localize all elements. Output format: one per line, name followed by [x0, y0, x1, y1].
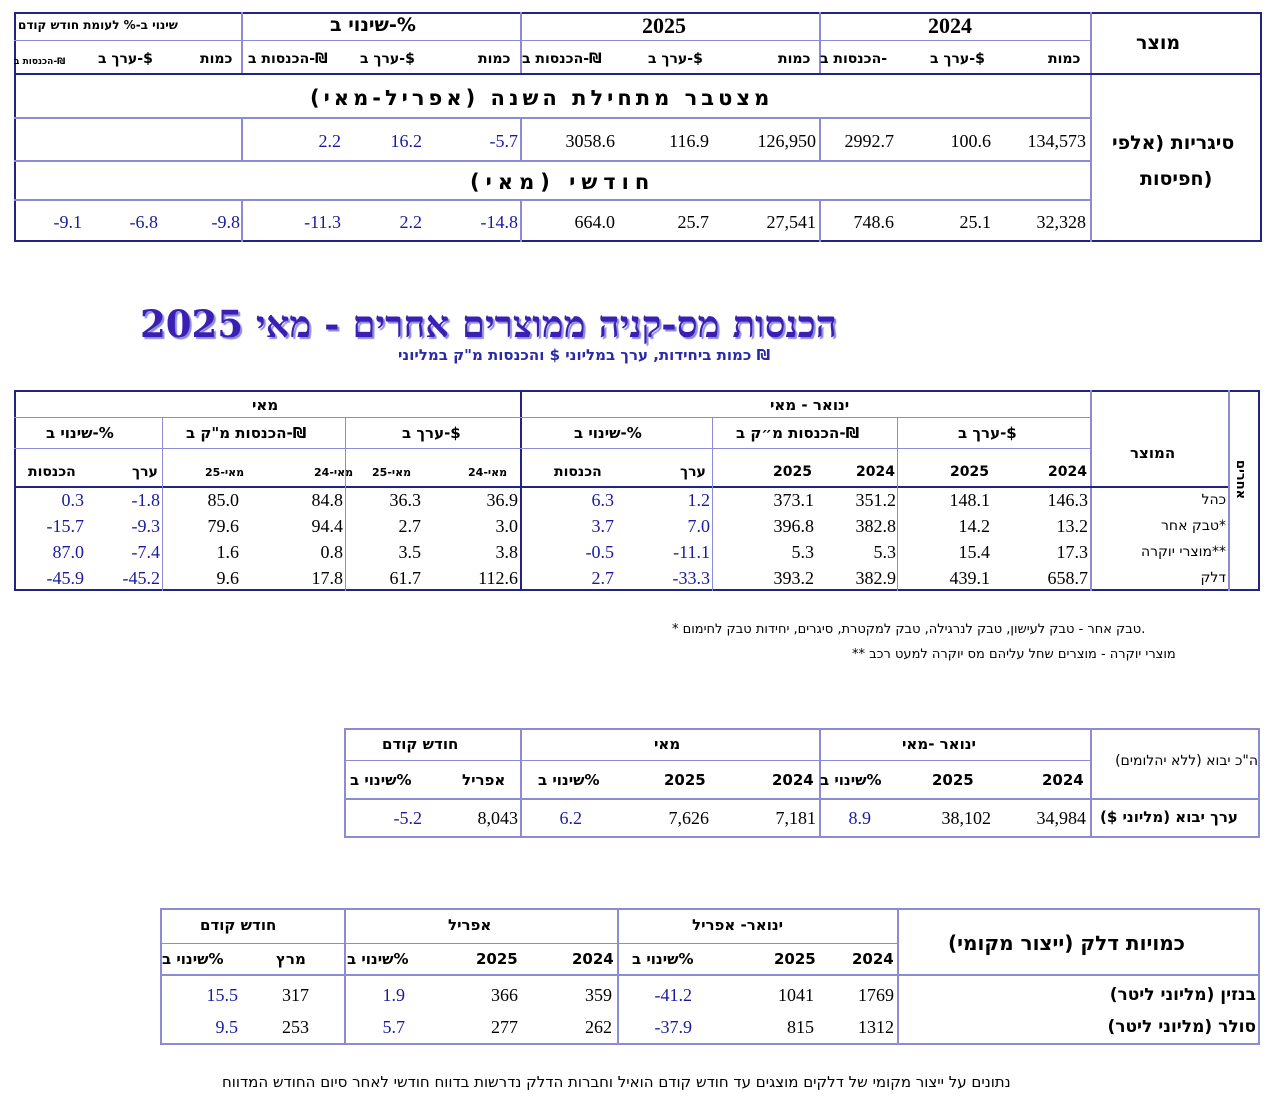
month-value-change: 2.2 [399, 212, 422, 232]
product-name: סיגריות (אלפי [1112, 132, 1235, 154]
cigarettes-table [14, 12, 1262, 242]
side-label: אחרים [1233, 460, 1248, 500]
fuel-title: כמויות דלק (ייצור מקומי) [948, 931, 1186, 955]
col-change: שינוי ב% [538, 771, 600, 789]
ytd-value-2025: 116.9 [669, 131, 709, 151]
col-2024: 2024 [856, 464, 895, 480]
cell-r25: 5.3 [791, 542, 814, 562]
cell-mr25: 79.6 [207, 516, 239, 536]
col-change-rev: הכנסות [554, 464, 602, 480]
cell-v24: 658.7 [1047, 568, 1088, 588]
col-2025: 2025 [950, 464, 989, 480]
change-header: שינוי ב-% [330, 14, 416, 36]
cell-chv: -33.3 [672, 568, 710, 588]
imports-month-2025: 7,626 [668, 808, 709, 828]
fuel-cell-y24: 1769 [858, 985, 894, 1005]
year-header-2024: 2024 [928, 13, 972, 38]
fuel-cell-y25: 815 [787, 1017, 814, 1037]
cell-mchr: -15.7 [46, 516, 84, 536]
cell-mr24: 17.8 [311, 568, 343, 588]
cell-mchr: -45.9 [46, 568, 84, 588]
cell-r24: 382.9 [855, 568, 896, 588]
ytd-qty-2024: 134,573 [1027, 131, 1086, 151]
cell-r24: 382.8 [855, 516, 896, 536]
fuel-cell-m24: 359 [585, 985, 612, 1005]
ytd-rev-change: 2.2 [318, 131, 341, 151]
cell-r25: 373.1 [773, 490, 814, 510]
imports-ytd-change: 8.9 [848, 808, 871, 828]
fuel-cell-m25: 366 [491, 985, 518, 1005]
fuel-cell-pch: 9.5 [215, 1017, 238, 1037]
row-product-name: כהל [1201, 492, 1226, 508]
month-qty-prev-change: -9.8 [211, 212, 240, 232]
imports-month-header: מאי [654, 735, 681, 753]
cell-mchr: 0.3 [61, 490, 84, 510]
ytd-rev-header: הכנסות מ״ק ב-₪ [736, 424, 860, 442]
ytd-rev-2024: 2992.7 [844, 131, 894, 151]
ytd-section-title: מצטבר מתחילת השנה (אפריל-מאי) [310, 86, 774, 110]
month-rev-change: -11.3 [304, 212, 341, 232]
col-change: שינוי ב% [162, 950, 224, 968]
cell-mr25: 9.6 [216, 568, 239, 588]
divider [14, 160, 1090, 162]
cell-mr24: 84.8 [311, 490, 343, 510]
cell-mv24: 112.6 [478, 568, 518, 588]
cell-v25: 148.1 [949, 490, 990, 510]
cell-mv25: 61.7 [389, 568, 421, 588]
cell-v24: 17.3 [1056, 542, 1088, 562]
footnote-1: * טבק אחר - טבק לעישון, טבק לנרגילה, טבק למקטרת, סיגרים, יחידות טבק לחימום. [672, 622, 1146, 637]
cell-r25: 393.2 [773, 568, 814, 588]
col-2025: 2025 [774, 950, 816, 968]
col-value: ערך ב-$ [648, 51, 703, 67]
month-value-prev-change: -6.8 [129, 212, 158, 232]
imports-ytd-2024: 34,984 [1036, 808, 1086, 828]
month-rev-2024: 748.6 [853, 212, 894, 232]
fuel-cell-ch: -37.9 [654, 1017, 692, 1037]
col-rev: הכנסות ב-₪ [522, 51, 602, 67]
fuel-cell-ch: -41.2 [654, 985, 692, 1005]
divider [241, 199, 243, 242]
ytd-value-change: 16.2 [390, 131, 422, 151]
col-qty: כמות [200, 51, 233, 67]
cell-mv25: 3.5 [398, 542, 421, 562]
month-qty-2025: 27,541 [766, 212, 816, 232]
ytd-change-header: שינוי ב-% [574, 424, 642, 442]
month-group-header: מאי [252, 396, 279, 414]
product-header: המוצר [1130, 444, 1176, 462]
col-march: מרץ [276, 950, 306, 968]
row-product-name: טבק אחר* [1161, 518, 1226, 534]
col-2025: 2025 [773, 464, 812, 480]
cell-chv: -11.1 [673, 542, 710, 562]
divider [14, 199, 1090, 201]
fuel-row-name: סולר (מליוני ליטר) [1107, 1017, 1256, 1037]
col-qty: כמות [478, 51, 511, 67]
imports-month-change: 6.2 [559, 808, 582, 828]
cell-chr: 3.7 [591, 516, 614, 536]
col-value: ערך ב-$ [98, 51, 153, 67]
month-value-header: ערך ב-$ [402, 424, 461, 442]
fuel-prev-header: חודש קודם [200, 916, 277, 934]
month-qty-change: -14.8 [480, 212, 518, 232]
fuel-cell-m24: 262 [585, 1017, 612, 1037]
col-change: שינוי ב% [350, 771, 412, 789]
product-name-2: חפיסות) [1140, 168, 1213, 190]
cell-chr: 6.3 [591, 490, 614, 510]
cell-chr: -0.5 [585, 542, 614, 562]
fuel-cell-y25: 1041 [778, 985, 814, 1005]
divider [520, 199, 522, 242]
col-may24: מאי-24 [468, 466, 508, 479]
row-product-name: דלק [1200, 570, 1226, 586]
fuel-ytd-header: ינואר- אפריל [692, 916, 784, 934]
divider [14, 40, 1090, 41]
col-may25: מאי-25 [372, 466, 412, 479]
fuel-row-name: בנזין (מליוני ליטר) [1109, 985, 1256, 1005]
cell-v25: 15.4 [958, 542, 990, 562]
fuel-cell-mch: 1.9 [382, 985, 405, 1005]
divider [241, 12, 243, 74]
col-change: שינוי ב% [632, 950, 694, 968]
monthly-section-title: חודשי (מאי) [470, 170, 656, 194]
month-value-2024: 25.1 [959, 212, 991, 232]
col-april: אפריל [462, 771, 506, 789]
cell-mr24: 94.4 [311, 516, 343, 536]
fuel-cell-y24: 1312 [858, 1017, 894, 1037]
cell-mr25: 1.6 [216, 542, 239, 562]
imports-month-2024: 7,181 [775, 808, 816, 828]
col-change: שינוי ב% [347, 950, 409, 968]
month-value-2025: 25.7 [677, 212, 709, 232]
ytd-qty-change: -5.7 [489, 131, 518, 151]
divider [819, 199, 821, 242]
divider [14, 117, 1090, 119]
fuel-cell-prev: 253 [282, 1017, 309, 1037]
prev-month-header: שינוי ב-% לעומת חודש קודם [18, 18, 178, 32]
imports-row-label: ערך יבוא (מליוני $) [1100, 808, 1238, 826]
col-2025: 2025 [664, 771, 706, 789]
cell-mchv: -45.2 [122, 568, 160, 588]
fuel-cell-mch: 5.7 [382, 1017, 405, 1037]
imports-ytd-2025: 38,102 [941, 808, 991, 828]
page-title: הכנסות מס-קניה ממוצרים אחרים - מאי 2025 [140, 302, 837, 346]
footnote-2: ** מוצרי יוקרה - מוצרים שחל עליהם מס יוקרה למעט רכב [852, 647, 1176, 662]
imports-ytd-header: ינואר -מאי [902, 735, 976, 753]
cell-mv24: 3.0 [495, 516, 518, 536]
row-product-name: מוצרי יוקרה** [1140, 544, 1226, 560]
cell-r25: 396.8 [773, 516, 814, 536]
cell-mchv: -9.3 [131, 516, 160, 536]
col-rev: הכנסות ב-₪ [248, 51, 328, 67]
cell-mr25: 85.0 [207, 490, 239, 510]
col-change-value: ערך [132, 464, 158, 480]
col-2025: 2025 [476, 950, 518, 968]
cell-v25: 14.2 [958, 516, 990, 536]
cell-v25: 439.1 [949, 568, 990, 588]
cell-mchv: -7.4 [131, 542, 160, 562]
ytd-value-2024: 100.6 [950, 131, 991, 151]
col-value: ערך ב-$ [360, 51, 415, 67]
cell-v24: 146.3 [1047, 490, 1088, 510]
imports-prev-header: חודש קודם [382, 735, 459, 753]
cell-mchv: -1.8 [131, 490, 160, 510]
divider [14, 73, 1262, 75]
ytd-rev-2025: 3058.6 [565, 131, 615, 151]
col-change: שינוי ב% [820, 771, 882, 789]
col-2024: 2024 [1048, 464, 1087, 480]
imports-label-header: ה"כ יבוא (ללא יהלומים) [1115, 754, 1258, 768]
col-2024: 2024 [852, 950, 894, 968]
col-value: ערך ב-$ [930, 51, 985, 67]
fuel-cell-pch: 15.5 [206, 985, 238, 1005]
cell-mv25: 2.7 [398, 516, 421, 536]
cell-chv: 7.0 [687, 516, 710, 536]
fuel-month-header: אפריל [448, 916, 492, 934]
fuel-cell-prev: 317 [282, 985, 309, 1005]
page-subtitle: כמות ביחידות, ערך במליוני $ והכנסות מ"ק במליוני ₪ [398, 346, 771, 364]
imports-prev-change: -5.2 [393, 808, 422, 828]
divider [241, 117, 243, 160]
col-change-value: ערך [680, 464, 706, 480]
month-rev-header: הכנסות מ"ק ב-₪ [186, 424, 307, 442]
cell-r24: 5.3 [873, 542, 896, 562]
year-header-2025: 2025 [642, 13, 686, 38]
product-header: מוצר [1136, 32, 1181, 54]
cell-r24: 351.2 [855, 490, 896, 510]
ytd-value-header: ערך ב-$ [958, 424, 1017, 442]
col-2024: 2024 [572, 950, 614, 968]
col-change-rev: הכנסות [28, 464, 76, 480]
col-2024: 2024 [772, 771, 814, 789]
cell-chv: 1.2 [687, 490, 710, 510]
cell-mv25: 36.3 [389, 490, 421, 510]
col-may24: מאי-24 [314, 466, 354, 479]
month-change-header: שינוי ב-% [46, 424, 114, 442]
month-qty-2024: 32,328 [1036, 212, 1086, 232]
divider [1090, 12, 1092, 242]
ytd-group-header: ינואר - מאי [770, 396, 850, 414]
col-2024: 2024 [1042, 771, 1084, 789]
month-rev-prev-change: -9.1 [53, 212, 82, 232]
cell-mr24: 0.8 [320, 542, 343, 562]
fuel-cell-m25: 277 [491, 1017, 518, 1037]
cell-mv24: 3.8 [495, 542, 518, 562]
col-rev: הכנסות ב- [820, 51, 888, 67]
month-rev-2025: 664.0 [574, 212, 615, 232]
cell-chr: 2.7 [591, 568, 614, 588]
col-may25: מאי-25 [205, 466, 245, 479]
col-rev: הכנסות ב-₪ [14, 57, 66, 67]
col-2025: 2025 [932, 771, 974, 789]
cell-mv24: 36.9 [486, 490, 518, 510]
ytd-qty-2025: 126,950 [757, 131, 816, 151]
divider [819, 117, 821, 160]
cell-v24: 13.2 [1056, 516, 1088, 536]
fuel-footnote: נתונים על ייצור מקומי של דלקים מוצגים עד חודש קודם הואיל וחברות הדלק נדרשות בדווח חודשי לאחר סיום החודש המדווח [222, 1073, 1011, 1091]
imports-prev-april: 8,043 [477, 808, 518, 828]
cell-mchr: 87.0 [52, 542, 84, 562]
col-qty: כמות [1048, 51, 1081, 67]
divider [520, 117, 522, 160]
col-qty: כמות [778, 51, 811, 67]
